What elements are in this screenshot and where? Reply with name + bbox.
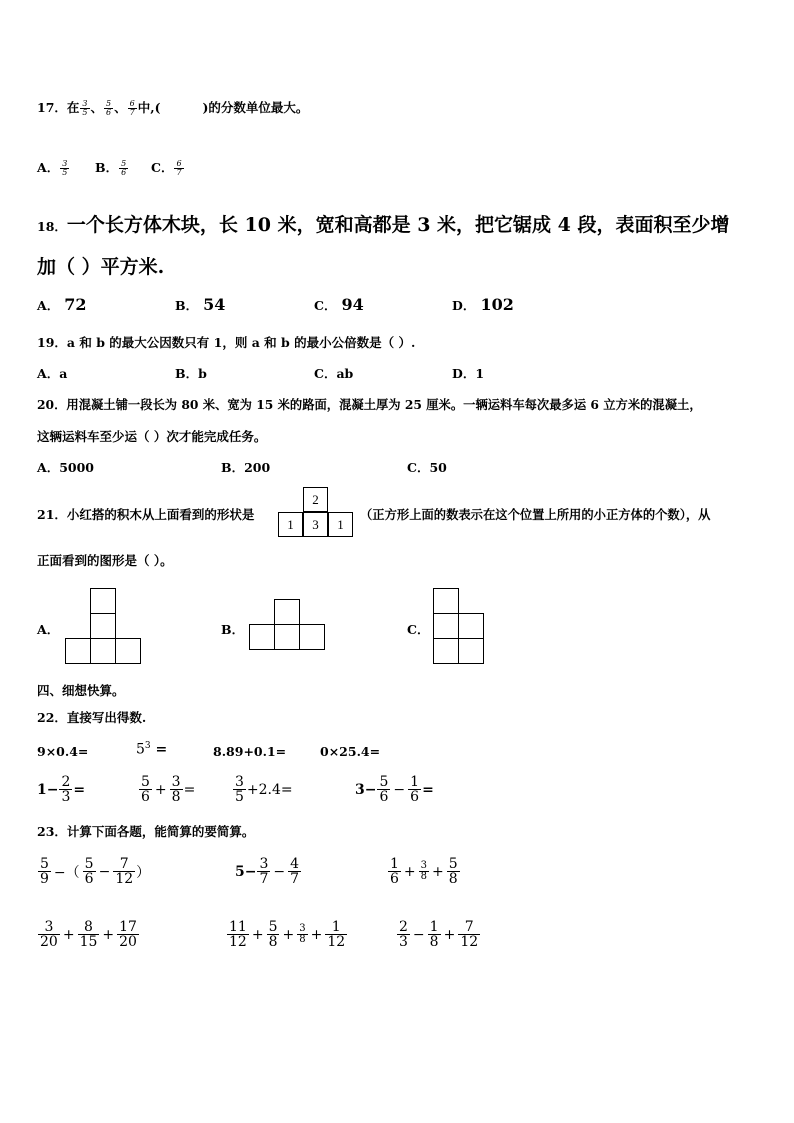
q17-option-b[interactable]: B． $\frac{5}{6}$ (95, 159, 127, 177)
q20-option-a[interactable]: A．5000 (37, 460, 94, 475)
q21-option-b-label[interactable]: B． (221, 622, 245, 637)
q20-stem-line1: 20．用混凝土铺一段长为 80 米、宽为 15 米的路面，混凝土厚为 25 厘米。一辆运料车每次最多运 6 立方米的混凝土， (37, 397, 702, 412)
q21-option-a-figure[interactable] (64, 588, 142, 668)
q22-e3: 8.89+0.1= (213, 744, 287, 759)
q17-stem: 17．在 $\frac{3}{5}$ 、 $\frac{5}{6}$ 、 $\frac{6}{7}$ 中,( )的分数单位最大。 (37, 99, 309, 117)
q21-option-a-label[interactable]: A． (37, 622, 60, 637)
grid-cell-top: 2 (303, 487, 328, 512)
q23-problem-1: $\frac{5}{9}$ −（ $\frac{5}{6}$ − $\frac{7}{12}$ ） (40, 856, 151, 887)
q18-option-a[interactable]: A． 72 (37, 295, 87, 314)
q23-problem-2: 5− $\frac{3}{7}$ − $\frac{4}{7}$ (235, 856, 300, 887)
q21-stem-line2: 正面看到的图形是（ ）。 (37, 553, 173, 568)
q17-option-a[interactable]: A． $\frac{3}{5}$ (37, 159, 68, 177)
grid-cell-left: 1 (278, 512, 303, 537)
q19-option-b[interactable]: B．b (175, 366, 207, 381)
q19-stem: 19．a 和 b 的最大公因数只有 1，则 a 和 b 的最小公倍数是（ ）. (37, 335, 416, 350)
section-heading: 四、细想快算。 (37, 683, 125, 698)
q22-e1: 9×0.4= (37, 744, 89, 759)
q19-option-a[interactable]: A．a (37, 366, 68, 381)
q22-e4: 0×25.4= (320, 744, 381, 759)
q23-problem-5: $\frac{11}{12}$ + $\frac{5}{8}$ + $\frac{3}{8}$ + $\frac{1}{12}$ (229, 919, 346, 950)
q21-option-c-figure[interactable] (433, 588, 487, 668)
q20-stem-line2: 这辆运料车至少运（ ）次才能完成任务。 (37, 429, 267, 444)
fraction: $\frac{3}{5}$ (82, 99, 88, 117)
q22-title: 22．直接写出得数. (37, 710, 147, 725)
q22-e7: $\frac{3}{5}$ +2.4= (235, 774, 293, 805)
q23-problem-4: $\frac{3}{20}$ + $\frac{8}{15}$ + $\frac{17}{20}$ (40, 919, 137, 950)
q22-e2: $5^3$ = (136, 741, 168, 758)
grid-cell-right: 1 (328, 512, 353, 537)
q22-e8: 3− $\frac{5}{6}$ − $\frac{1}{6}$ = (355, 774, 434, 805)
q21-option-b-figure[interactable] (248, 599, 326, 653)
q23-title: 23．计算下面各题，能简算的要简算。 (37, 824, 255, 839)
q22-e5: 1− $\frac{2}{3}$ = (37, 774, 86, 805)
q19-option-c[interactable]: C．ab (314, 366, 354, 381)
q18-option-b[interactable]: B． 54 (175, 295, 226, 314)
q18-stem-line2: 加（ ）平方米. (37, 256, 165, 278)
q21-stem-pre: 21．小红搭的积木从上面看到的形状是 (37, 507, 255, 522)
q17-option-c[interactable]: C． $\frac{6}{7}$ (151, 159, 182, 177)
q20-option-b[interactable]: B．200 (221, 460, 271, 475)
q18-option-d[interactable]: D． 102 (452, 295, 514, 314)
q18-stem-line1: 18．一个长方体木块，长 10 米，宽和高都是 3 米，把它锯成 4 段，表面积至少增 (37, 214, 730, 236)
grid-cell-middle: 3 (303, 512, 328, 537)
fraction: $\frac{6}{7}$ (129, 99, 135, 117)
fraction: $\frac{5}{6}$ (106, 99, 112, 117)
q23-problem-6: $\frac{2}{3}$ − $\frac{1}{8}$ + $\frac{7}{12}$ (399, 919, 479, 950)
q23-problem-3: $\frac{1}{6}$ + $\frac{3}{8}$ + $\frac{5}{8}$ (390, 856, 458, 887)
q21-option-c-label[interactable]: C． (407, 622, 430, 637)
q22-e6: $\frac{5}{6}$ + $\frac{3}{8}$ = (141, 774, 196, 805)
q19-option-d[interactable]: D．1 (452, 366, 485, 381)
q18-option-c[interactable]: C． 94 (314, 295, 364, 314)
q20-option-c[interactable]: C．50 (407, 460, 447, 475)
q21-stem-post: （正方形上面的数表示在这个位置上所用的小正方体的个数），从 (360, 507, 711, 522)
